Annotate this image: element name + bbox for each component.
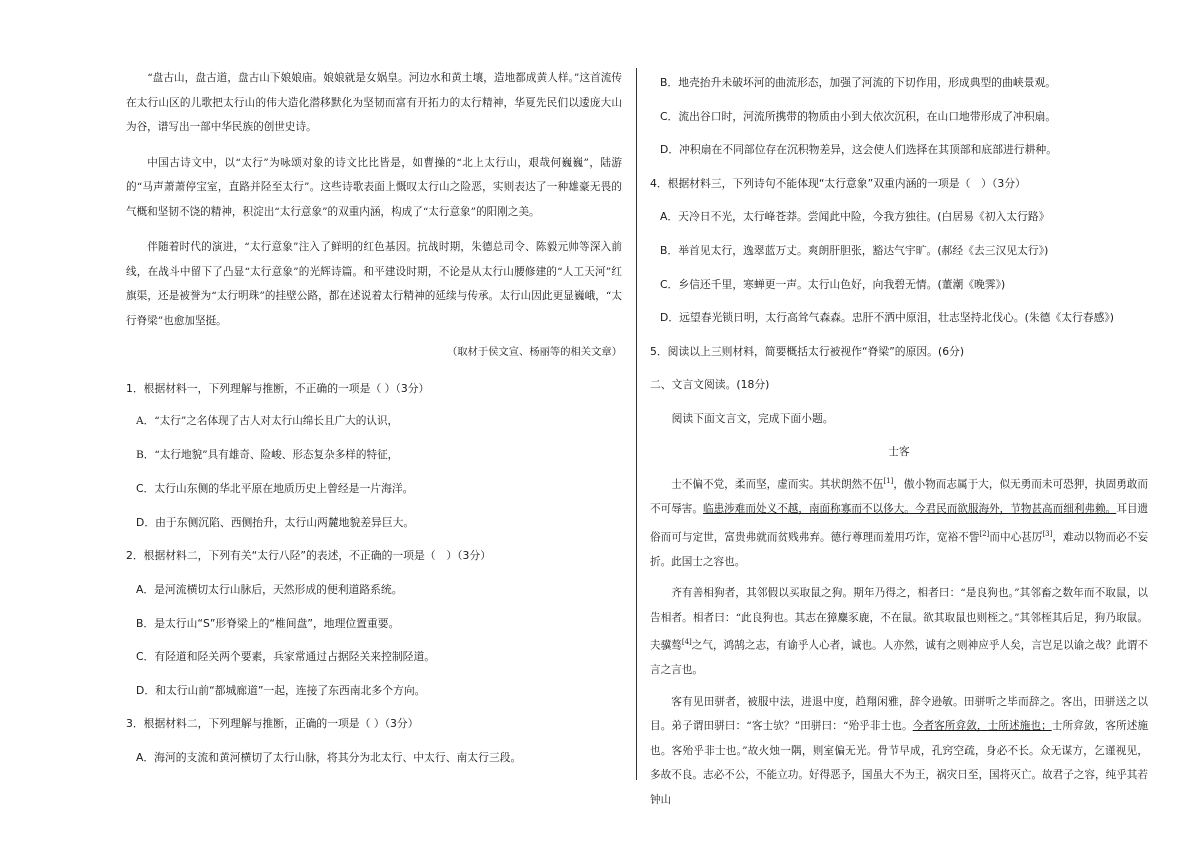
classical-text-run: 客有见田骈者，被服中法，进退中度，趋翔闲雅，辞令逊敏。田骈听之毕而辞之。客出，田骈送之以目。弟子谓田骈曰：“客士欤？”田骈曰：“殆乎非士也。 <box>650 695 1148 733</box>
question-3-stem: 3．根据材料二，下列理解与推断，正确的一项是（ ）（3分） <box>126 717 419 731</box>
classical-text-run: 士不偏不党，柔而坚，虚而实。其状朗然不伍 <box>671 478 884 491</box>
question-1-option-c: C．太行山东侧的华北平原在地质历史上曾经是一片海洋。 <box>136 482 414 496</box>
question-1-option-d: D．由于东侧沉陷、西侧抬升，太行山两麓地貌差异巨大。 <box>136 515 415 529</box>
question-3-option-b: B．地壳抬升未破坏河的曲流形态，加强了河流的下切作用，形成典型的曲峡景观。 <box>660 76 1057 89</box>
question-4-option-b: B．举首见太行，逸翠蓝万丈。爽朗肝胆张，豁达气宇旷。(郝经《去三汉见太行》) <box>660 243 1049 257</box>
underlined-sentence-1: 临患涉难而处义不越，南面称寡而不以侈大。 <box>702 503 915 516</box>
footnote-ref-2: [2] <box>979 529 990 538</box>
question-2-stem: 2．根据材料二，下列有关“太行八陉”的表述，不正确的一项是（ ）（3分） <box>126 549 492 563</box>
underlined-sentence-3: 今者客所弇敛，士所述施也； <box>912 720 1052 733</box>
passage-paragraph-1: “盘古山，盘古道，盘古山下娘娘庙。娘娘就是女娲皇。河边水和黄土壤，造地都成黄人样。”这首流传在太行山区的儿歌把太行山的伟大造化潜移默化为坚韧而富有开拓力的太行精神，华夏先民们以逶庞大山为谷，谱写出一部中华民族的创世史诗。 <box>126 72 622 133</box>
question-2-option-b: B．是太行山“S”形脊梁上的“椎间盘”，地理位置重要。 <box>136 616 400 630</box>
section-2-heading: 二、文言文阅读。(18分) <box>650 378 770 392</box>
column-divider <box>636 68 637 780</box>
underlined-sentence-2: 今君民而欲服海外，节物甚高而细利弗赖。 <box>914 503 1117 516</box>
classical-text-run: 耳目遗俗而可与定世，富贵弗就而贫贱弗弃。德行尊理而羞用巧诈，宽裕不訾 <box>650 503 1149 544</box>
question-3-option-c: C．流出谷口时，河流所携带的物质由小到大依次沉积，在山口地带形成了冲积扇。 <box>660 109 1057 123</box>
classical-paragraph-2 <box>650 581 1148 683</box>
question-2-option-a: A．是河流横切太行山脉后，天然形成的便利道路系统。 <box>136 583 403 597</box>
right-column <box>650 66 1148 812</box>
classical-text-title: 士客 <box>888 445 910 458</box>
classical-paragraph-3 <box>650 690 1148 813</box>
question-5-stem: 5．阅读以上三则材料，简要概括太行被视作“脊梁”的原因。(6分) <box>650 344 965 358</box>
question-4-option-c: C．乡信还千里，寒蝉更一声。太行山色好，向我碧无情。(董潮《晚霁》) <box>660 277 1006 291</box>
classical-paragraph-1 <box>650 469 1148 574</box>
footnote-ref-3: [3] <box>1042 529 1053 538</box>
passage-paragraph-3: 伴随着时代的演进，“太行意象”注入了鲜明的红色基因。抗战时期，朱德总司令、陈毅元帅等深入前线，在战斗中留下了凸显“太行意象”的光辉诗篇。和平建设时期，不论是从太行山腰修建的“人工天河”红旗渠，还是被誉为“太行明珠”的挂壁公路，都在述说着太行精神的延续与传承。太行山因此更显巍峨，“太行脊梁”也愈加坚挺。 <box>126 241 622 327</box>
question-4-stem: 4．根据材料三，下列诗句不能体现“太行意象”双重内涵的一项是（ ）（3分） <box>650 176 1026 190</box>
question-1-option-a: A．“太行”之名体现了古人对太行山绵长且广大的认识， <box>136 415 399 428</box>
question-3-option-a: A．海河的支流和黄河横切了太行山脉，将其分为北太行、中太行、南太行三段。 <box>136 751 522 765</box>
question-2-option-c: C．有陉道和陉关两个要素，兵家常通过占据陉关来控制陉道。 <box>136 650 436 664</box>
classical-text-run: 之气，鸿鹄之志，有谕乎人心者，诚也。人亦然，诚有之则神应乎人矣，言岂足以谕之哉？此谓不言之言也。 <box>650 639 1149 677</box>
question-2-option-d: D．和太行山前“都城廊道”一起，连接了东西南北多个方向。 <box>136 683 426 697</box>
classical-text-run: ，傲小物而志属于大，似无勇而未可恐狎，执固勇敢而不可辱害。 <box>650 478 1149 516</box>
source-citation: （取材于侯文宣、杨丽等的相关文章） <box>446 346 622 358</box>
classical-text-run: 齐有善相狗者，其邻假以买取鼠之狗。期年乃得之，相者曰：“是良狗也。”其邻畜之数年而不取鼠，以告相者。相者曰：“此良狗也。其志在獐麋豕鹿，不在鼠。欲其取鼠也则桎之。”其邻桎其后足，狗乃取鼠。夫骥骜 <box>650 587 1148 652</box>
question-4-option-d: D．远望春光锁日明，太行高耸气森森。忠肝不洒中原泪，壮志坚持北伐心。(朱德《太行春感》) <box>660 311 1115 325</box>
question-1-stem: 1．根据材料一，下列理解与推断，不正确的一项是（ ）（3分） <box>126 381 430 395</box>
question-1-option-b: B．“太行地貌”具有雄奇、险峻、形态复杂多样的特征， <box>136 448 399 461</box>
classical-text-run: 士所弇敛，客所述施也。客殆乎非士也。”故火烛一隅，则室偏无光。骨节早成，孔窍空疏，身必不长。众无谋方，乞谨视见，多故不良。志必不公，不能立功。好得恶予，国虽大不为王，祸灾日至，国将灭亡。故君子之容，纯乎其若钟山 <box>650 720 1149 806</box>
left-column <box>126 66 622 775</box>
question-3-option-d: D．冲积扇在不同部位存在沉积物差异，这会使人们选择在其顶部和底部进行耕种。 <box>660 143 1057 157</box>
passage-paragraph-2: 中国古诗文中，以“太行”为咏颂对象的诗文比比皆是，如曹操的“北上太行山，艰哉何巍巍”，陆游的“马声萧萧停宝室，直路并陉至太行”。这些诗歌表面上慨叹太行山之险恶，实则表达了一种雄豪无畏的气概和坚韧不饶的精神，积淀出“太行意象”的双重内涵，构成了“太行意象”的阳刚之美。 <box>126 156 622 218</box>
classical-text-run: ，难动以物而必不妄折。此国士之容也。 <box>650 531 1148 568</box>
question-4-option-a: A．天冷日不光，太行峰苍莽。尝闻此中险，今我方独往。(白居易《初入太行路》 <box>660 210 1050 224</box>
footnote-ref-4: [4] <box>681 638 692 647</box>
reading-instruction: 阅读下面文言文，完成下面小题。 <box>671 411 834 425</box>
classical-text-run: 而中心甚厉 <box>989 531 1043 544</box>
footnote-ref-1: [1] <box>883 477 894 486</box>
